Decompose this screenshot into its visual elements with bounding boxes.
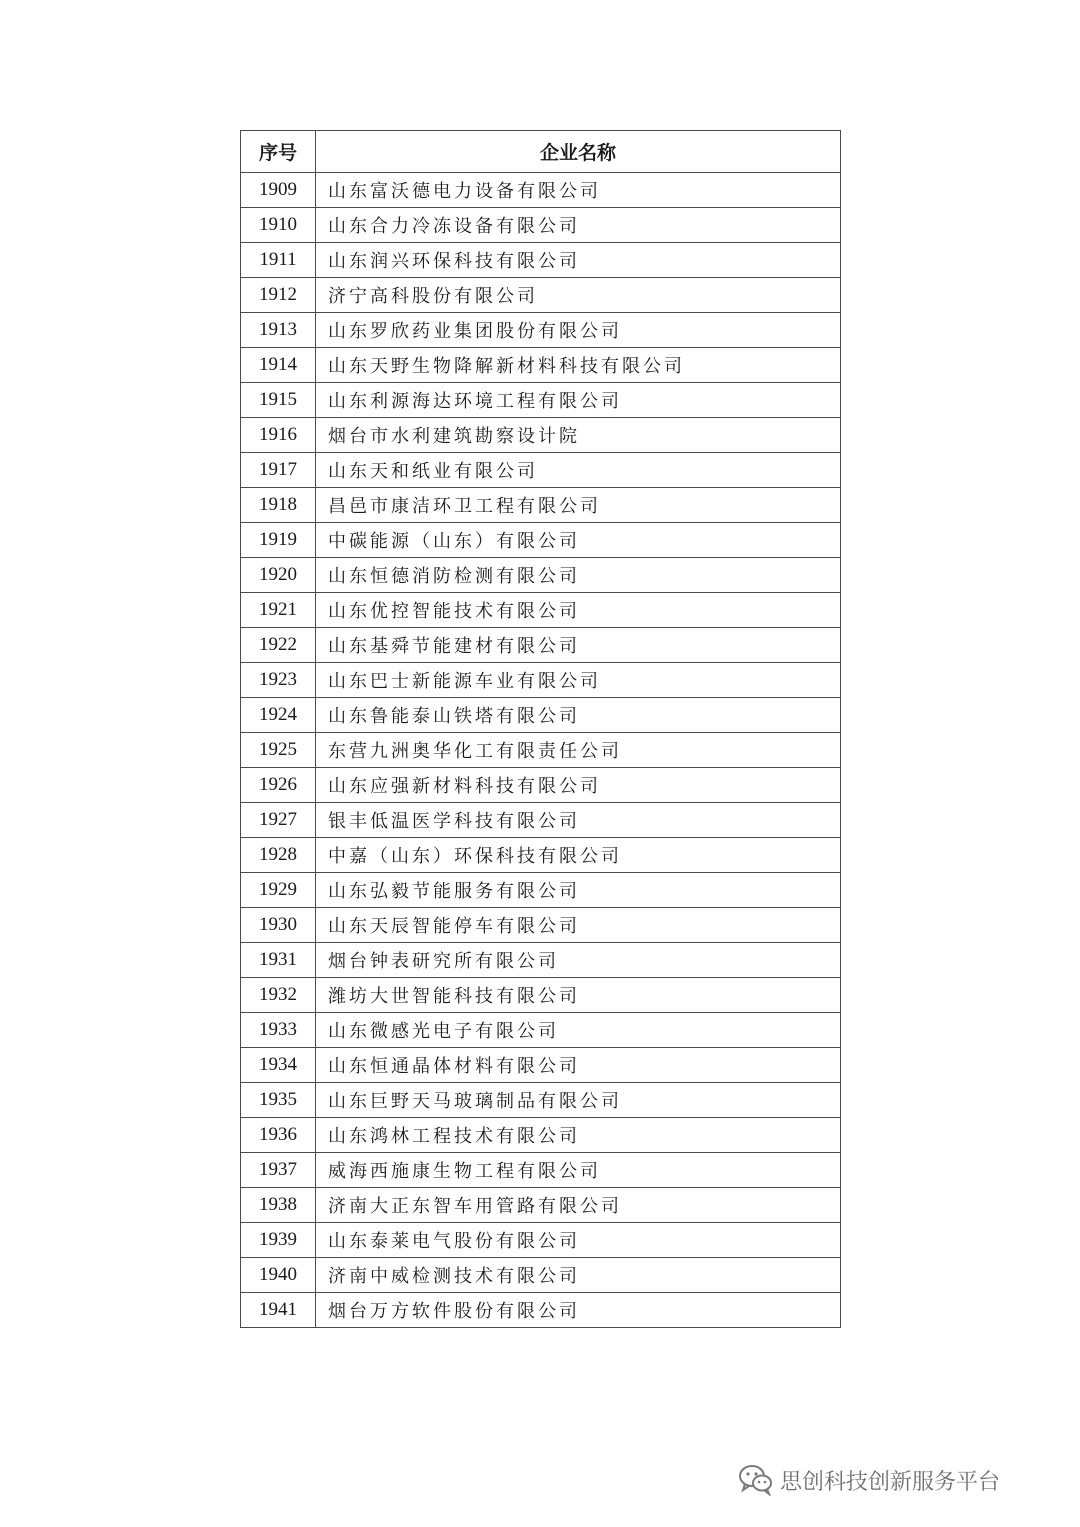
company-name: 烟台万方软件股份有限公司 <box>316 1293 841 1328</box>
table-body <box>241 173 841 1328</box>
row-number: 1928 <box>241 838 316 873</box>
row-number: 1929 <box>241 873 316 908</box>
table-row <box>241 418 841 453</box>
table-row <box>241 768 841 803</box>
row-number: 1938 <box>241 1188 316 1223</box>
row-number: 1935 <box>241 1083 316 1118</box>
row-number: 1911 <box>241 243 316 278</box>
row-number: 1941 <box>241 1293 316 1328</box>
table-row <box>241 383 841 418</box>
company-name: 山东富沃德电力设备有限公司 <box>316 173 841 208</box>
company-name: 山东巨野天马玻璃制品有限公司 <box>316 1083 841 1118</box>
company-name: 山东利源海达环境工程有限公司 <box>316 383 841 418</box>
table-row <box>241 208 841 243</box>
company-name: 山东应强新材料科技有限公司 <box>316 768 841 803</box>
row-number: 1937 <box>241 1153 316 1188</box>
table-row <box>241 1118 841 1153</box>
company-name: 东营九洲奥华化工有限责任公司 <box>316 733 841 768</box>
row-number: 1922 <box>241 628 316 663</box>
row-number: 1936 <box>241 1118 316 1153</box>
table-row <box>241 1083 841 1118</box>
row-number: 1919 <box>241 523 316 558</box>
row-number: 1913 <box>241 313 316 348</box>
wechat-icon <box>738 1464 774 1496</box>
row-number: 1920 <box>241 558 316 593</box>
company-name: 济南大正东智车用管路有限公司 <box>316 1188 841 1223</box>
header-name: 企业名称 <box>316 131 841 173</box>
table-row <box>241 943 841 978</box>
table-row <box>241 348 841 383</box>
table-row <box>241 173 841 208</box>
table-row <box>241 663 841 698</box>
watermark <box>738 1460 1000 1500</box>
table-row <box>241 1223 841 1258</box>
company-name: 中碳能源（山东）有限公司 <box>316 523 841 558</box>
row-number: 1912 <box>241 278 316 313</box>
row-number: 1931 <box>241 943 316 978</box>
company-name: 山东鲁能泰山铁塔有限公司 <box>316 698 841 733</box>
table-row <box>241 523 841 558</box>
company-name: 山东天辰智能停车有限公司 <box>316 908 841 943</box>
row-number: 1910 <box>241 208 316 243</box>
company-name: 威海西施康生物工程有限公司 <box>316 1153 841 1188</box>
company-name: 昌邑市康洁环卫工程有限公司 <box>316 488 841 523</box>
table-row <box>241 313 841 348</box>
company-name: 山东合力冷冻设备有限公司 <box>316 208 841 243</box>
header-number: 序号 <box>241 131 316 173</box>
row-number: 1918 <box>241 488 316 523</box>
table-row <box>241 698 841 733</box>
company-name: 山东微感光电子有限公司 <box>316 1013 841 1048</box>
row-number: 1924 <box>241 698 316 733</box>
row-number: 1930 <box>241 908 316 943</box>
table-row <box>241 628 841 663</box>
company-name: 潍坊大世智能科技有限公司 <box>316 978 841 1013</box>
company-name: 山东天野生物降解新材料科技有限公司 <box>316 348 841 383</box>
row-number: 1917 <box>241 453 316 488</box>
row-number: 1923 <box>241 663 316 698</box>
row-number: 1927 <box>241 803 316 838</box>
table-row <box>241 873 841 908</box>
company-name: 山东鸿林工程技术有限公司 <box>316 1118 841 1153</box>
company-name: 山东优控智能技术有限公司 <box>316 593 841 628</box>
table-row <box>241 1258 841 1293</box>
table-row <box>241 243 841 278</box>
table-row <box>241 1293 841 1328</box>
row-number: 1915 <box>241 383 316 418</box>
company-name: 济南中威检测技术有限公司 <box>316 1258 841 1293</box>
row-number: 1916 <box>241 418 316 453</box>
company-name: 济宁高科股份有限公司 <box>316 278 841 313</box>
table-row <box>241 1188 841 1223</box>
row-number: 1926 <box>241 768 316 803</box>
company-name: 烟台市水利建筑勘察设计院 <box>316 418 841 453</box>
table-row <box>241 453 841 488</box>
company-name: 山东恒德消防检测有限公司 <box>316 558 841 593</box>
row-number: 1925 <box>241 733 316 768</box>
table-row <box>241 593 841 628</box>
enterprise-table <box>240 130 841 1328</box>
row-number: 1933 <box>241 1013 316 1048</box>
company-name: 山东基舜节能建材有限公司 <box>316 628 841 663</box>
table-row <box>241 803 841 838</box>
company-name: 山东弘毅节能服务有限公司 <box>316 873 841 908</box>
company-name: 中嘉（山东）环保科技有限公司 <box>316 838 841 873</box>
table-row <box>241 838 841 873</box>
table-row <box>241 488 841 523</box>
row-number: 1934 <box>241 1048 316 1083</box>
row-number: 1914 <box>241 348 316 383</box>
table-row <box>241 978 841 1013</box>
watermark-text: 思创科技创新服务平台 <box>780 1469 1001 1495</box>
company-name: 山东巴士新能源车业有限公司 <box>316 663 841 698</box>
table-row <box>241 558 841 593</box>
row-number: 1921 <box>241 593 316 628</box>
table-row <box>241 1013 841 1048</box>
company-name: 烟台钟表研究所有限公司 <box>316 943 841 978</box>
company-name: 山东罗欣药业集团股份有限公司 <box>316 313 841 348</box>
row-number: 1940 <box>241 1258 316 1293</box>
table-row <box>241 908 841 943</box>
company-name: 山东恒通晶体材料有限公司 <box>316 1048 841 1083</box>
table-header-row <box>241 131 841 173</box>
row-number: 1939 <box>241 1223 316 1258</box>
company-name: 山东润兴环保科技有限公司 <box>316 243 841 278</box>
company-name: 山东泰莱电气股份有限公司 <box>316 1223 841 1258</box>
company-name: 山东天和纸业有限公司 <box>316 453 841 488</box>
row-number: 1932 <box>241 978 316 1013</box>
table-row <box>241 1153 841 1188</box>
row-number: 1909 <box>241 173 316 208</box>
table-row <box>241 733 841 768</box>
table-row <box>241 278 841 313</box>
company-name: 银丰低温医学科技有限公司 <box>316 803 841 838</box>
table-row <box>241 1048 841 1083</box>
